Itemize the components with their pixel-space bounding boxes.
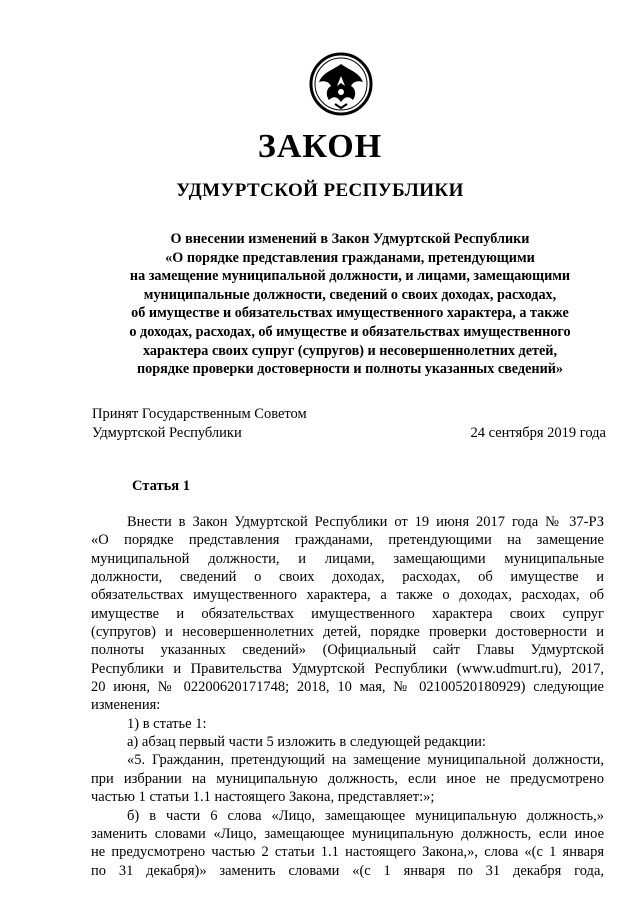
body-line: Внести в Закон Удмуртской Республики от 19 июня 2017 года № 37-РЗ (127, 514, 604, 530)
body-line: обязательствах имущественного характера, а также о доходах, расходах, об (91, 587, 604, 604)
body-line: полноты указанных сведений» (Официальный сайт Главы Удмуртской (91, 642, 604, 659)
body-line: должности, сведений о своих доходах, расходах, об имуществе и (91, 569, 604, 586)
law-heading (60, 230, 640, 379)
body-line: (супругов) и несовершеннолетних детей, порядке проверки достоверности и (91, 624, 604, 641)
body-line: муниципальной должности, и лицами, замещающими муниципальные (91, 550, 604, 567)
heading-line: муниципальные должности, сведений о своих доходах, расходах, (143, 286, 557, 303)
heading-line: О внесении изменений в Закон Удмуртской Республики (170, 231, 530, 247)
body-line: б) в части 6 слова «Лицо, замещающее муниципальную должность,» (127, 807, 604, 824)
adoption-line: Удмуртской Республики (92, 425, 242, 441)
heading-line: «О порядке представления гражданами, претендующими (165, 249, 535, 266)
body-line: не предусмотрено частью 2 статьи 1.1 настоящего Закона,», слова «(с 1 января (91, 844, 604, 861)
adoption-date: 24 сентября 2019 года (470, 425, 606, 441)
body-line: 20 июня, № 02200620171748; 2018, 10 мая, № 02100520180929) следующие (91, 679, 604, 696)
body-line: при избрании на муниципальную должность, если иное не предусмотрено (91, 770, 604, 787)
document-subtitle: УДМУРТСКОЙ РЕСПУБЛИКИ (176, 180, 464, 201)
article-body (91, 513, 604, 880)
adoption-statement (92, 405, 307, 443)
heading-line: о доходах, расходах, об имуществе и обязательствах имущественного (129, 323, 571, 340)
body-line: изменения: (91, 697, 161, 714)
document-title: ЗАКОН (257, 128, 383, 165)
body-line: «О порядке представления гражданами, претендующими на замещение (91, 532, 604, 549)
body-line: Республики и Правительства Удмуртской Республики (www.udmurt.ru), 2017, (91, 660, 604, 677)
heading-line: на замещение муниципальной должности, и лицами, замещающими (129, 268, 571, 285)
body-line: 1) в статье 1: (127, 715, 207, 732)
heading-line: порядке проверки достоверности и полноты указанных сведений» (136, 361, 564, 378)
adoption-line: Принят Государственным Советом (92, 406, 307, 422)
body-line: а) абзац первый части 5 изложить в следующей редакции: (127, 734, 486, 751)
body-line: по 31 декабря)» заменить словами «(с 1 января по 31 декабря года, (91, 862, 604, 879)
article-title: Статья 1 (132, 478, 190, 494)
body-line: «5. Гражданин, претендующий на замещение муниципальной должности, (127, 752, 604, 769)
coat-of-arms-emblem (309, 52, 373, 116)
body-line: частью 1 статьи 1.1 настоящего Закона, представляет:»; (91, 789, 435, 806)
body-line: заменить словами «Лицо, замещающее муниципальную должность, если иное (91, 825, 604, 842)
body-line: имуществе и обязательствах имущественного характера своих супруг (91, 605, 604, 622)
heading-line: об имуществе и обязательствах имущественного характера, а также (131, 305, 569, 322)
heading-line: характера своих супруг (супругов) и несовершеннолетних детей, (142, 342, 557, 359)
